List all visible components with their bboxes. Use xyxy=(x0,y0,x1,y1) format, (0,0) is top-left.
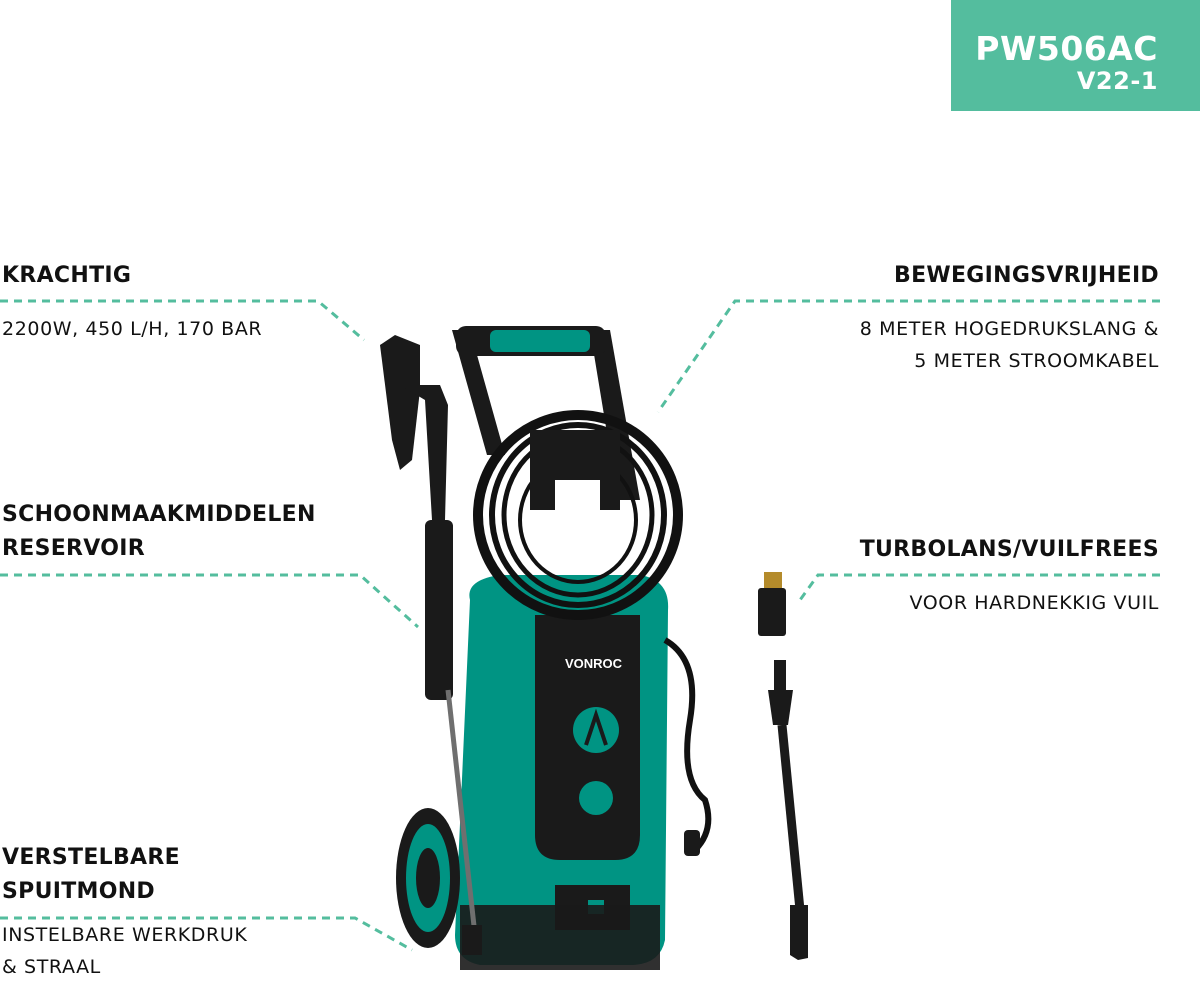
feature-turbo-desc: VOOR HARDNEKKIG VUIL xyxy=(909,592,1159,614)
feature-freedom-desc-line2: 5 METER STROOMKABEL xyxy=(914,350,1159,372)
model-number: PW506AC xyxy=(975,29,1158,68)
feature-nozzle-desc-line1: INSTELBARE WERKDRUK xyxy=(2,924,248,946)
feature-reservoir-title-line2: RESERVOIR xyxy=(2,536,145,561)
pressure-knob xyxy=(579,781,613,815)
turbo-nozzle xyxy=(758,572,808,960)
plug xyxy=(684,830,700,856)
feature-turbo-title: TURBOLANS/VUILFREES xyxy=(859,537,1159,562)
feature-power-title: KRACHTIG xyxy=(2,263,132,288)
brand-logo: VONROC xyxy=(565,656,623,671)
feature-freedom-desc-line1: 8 METER HOGEDRUKSLANG & xyxy=(859,318,1159,340)
feature-reservoir-title-line1: SCHOONMAAKMIDDELEN xyxy=(2,502,316,527)
wheel xyxy=(396,808,460,948)
feature-nozzle-desc-line2: & STRAAL xyxy=(2,956,101,978)
washer-body xyxy=(455,575,668,970)
feature-nozzle-title-line2: SPUITMOND xyxy=(2,879,155,904)
feature-power-desc: 2200W, 450 L/H, 170 BAR xyxy=(2,318,263,340)
feature-nozzle-title-line1: VERSTELBARE xyxy=(2,845,180,870)
model-version: V22-1 xyxy=(1076,67,1158,95)
handle-grip xyxy=(490,330,590,352)
feature-freedom-title: BEWEGINGSVRIJHEID xyxy=(894,263,1159,288)
power-cable xyxy=(665,640,708,850)
base xyxy=(460,905,660,970)
